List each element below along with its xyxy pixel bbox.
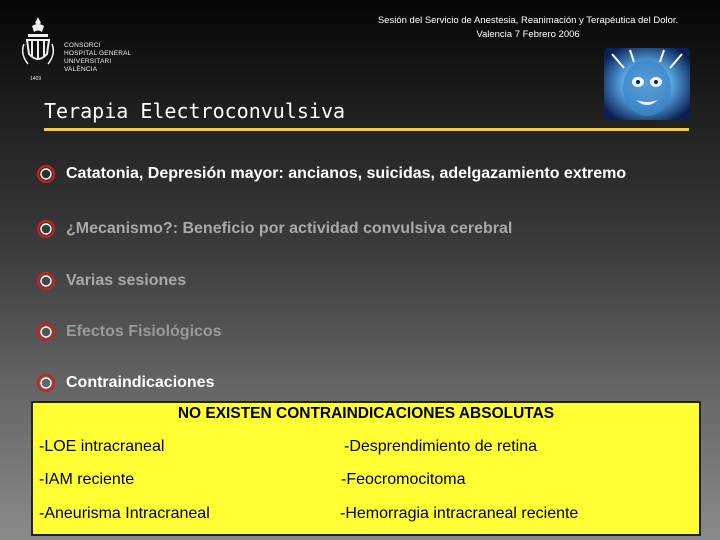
logo-line: HOSPITAL GENERAL [64,50,132,57]
logo-text [64,42,132,74]
title-underline [44,128,689,131]
bullet-item [36,373,214,393]
logo-line: UNIVERSITARI [64,58,112,65]
bullet-text: Catatonia, Depresión mayor: ancianos, suicidas, adelgazamiento extremo [66,165,627,182]
bullet-item [36,164,626,184]
ring-bullet-icon [36,164,56,184]
bullet-item [36,322,222,342]
contraindication-item: -Desprendimiento de retina [344,438,537,455]
session-date: Valencia 7 Febrero 2006 [476,29,580,40]
hospital-logo [18,14,148,84]
contraindication-item: -LOE intracraneal [39,438,165,455]
ring-bullet-icon [36,322,56,342]
contraindication-item: -Feocromocitoma [341,471,466,488]
bullet-text: Contraindicaciones [66,374,215,391]
crest-icon [18,14,58,80]
ring-bullet-icon [36,271,56,291]
session-title: Sesión del Servicio de Anestesia, Reanimación y Terapéutica del Dolor. [377,15,679,26]
session-header [348,14,708,42]
logo-year: 1409 [30,76,42,82]
ring-bullet-icon [36,373,56,393]
bullet-item [36,271,186,291]
bullet-text: ¿Mecanismo?: Beneficio por actividad convulsiva cerebral [66,220,513,237]
shocked-face-image [604,48,690,120]
bullet-text: Varias sesiones [66,272,187,289]
logo-line: VALÈNCIA [64,66,98,73]
slide-title: Terapia Electroconvulsiva [44,99,346,123]
contraindication-item: -Hemorragia intracraneal reciente [340,505,579,522]
contraindication-item: -IAM reciente [39,471,135,488]
contraindication-item: -Aneurisma Intracraneal [39,505,210,522]
bullet-item [36,219,512,239]
contraindications-heading: NO EXISTEN CONTRAINDICACIONES ABSOLUTAS [177,405,555,422]
ring-bullet-icon [36,219,56,239]
bullet-text: Efectos Fisiológicos [66,323,222,340]
contraindications-box [31,401,701,536]
logo-line: CONSORCI [64,42,101,49]
